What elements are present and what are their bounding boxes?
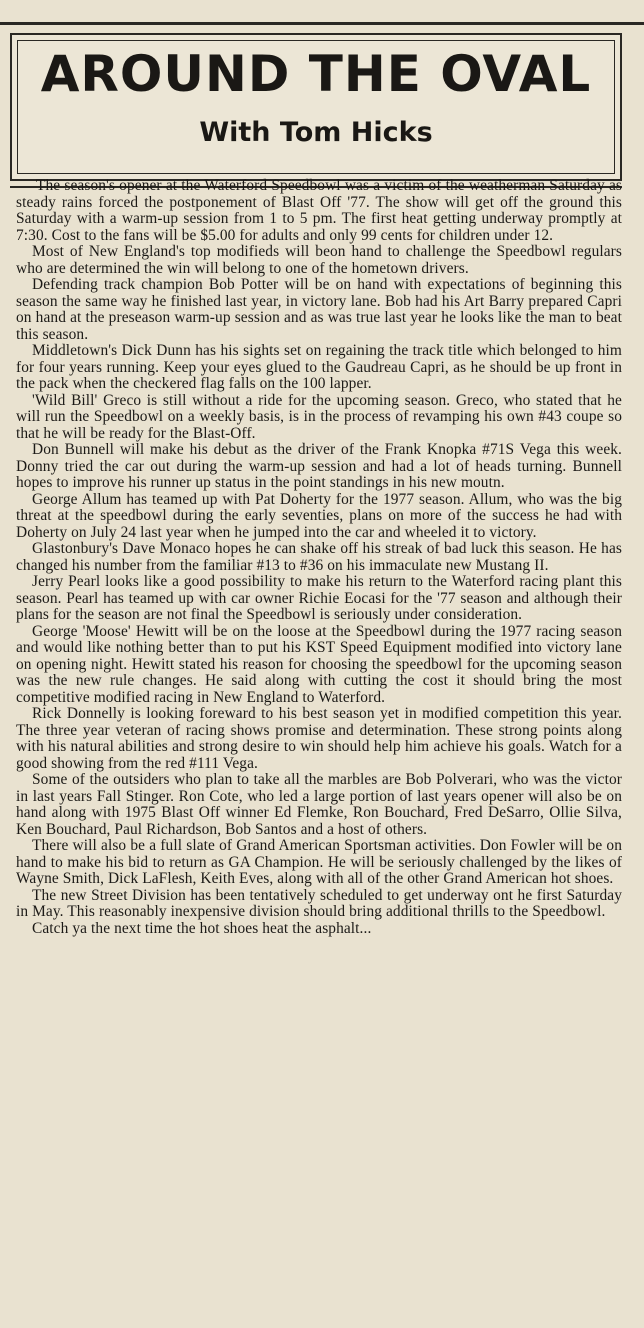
paragraph-street-division: The new Street Division has been tentatively scheduled to get underway ont he first Saturday in May. This reasonably inexpensive division should bring additional thrills to the Speedbowl. <box>16 886 622 920</box>
paragraph-pearl: Jerry Pearl looks like a good possibility to make his return to the Waterford racing plant this season. Pearl has teamed up with car owner Richie Eocasi for the '77 season and although their plans for the season are not final the Speedbowl is seriously under consideration. <box>16 573 622 623</box>
paragraph-opener: The season's opener at the Waterford Speedbowl was a victim of the weatherman Saturday as steady rains forced the postponement of Blast Off '77. The show will get off the ground this Saturday with a warm-up session from 1 to 5 pm. The first heat getting underway promptly at 7:30. Cost to the fans will be $5.00 for adults and only 99 cents for children under 12. <box>16 177 622 244</box>
paragraph-hewitt: George 'Moose' Hewitt will be on the loose at the Speedbowl during the 1977 racing season and would like nothing better than to put his KST Speed Equipment modified into victory lane on opening night. Hewitt stated his reason for choosing the speedbowl for the upcoming season was the new rule changes. He said along with cutting the cost it should bring the most competitive modified racing in New England to Waterford. <box>16 622 622 706</box>
paragraph-modifieds: Most of New England's top modifieds will beon hand to challenge the Speedbowl regulars who are determined the win will belong to one of the hometown drivers. <box>16 243 622 277</box>
paragraph-dunn: Middletown's Dick Dunn has his sights set on regaining the track title which belonged to him for four years running. Keep your eyes glued to the Gaudreau Capri, as he should be up front in the pack when the checkered flag falls on the 100 lapper. <box>16 342 622 392</box>
paragraph-signoff: Catch ya the next time the hot shoes heat the asphalt... <box>32 919 372 937</box>
column-header <box>10 33 622 181</box>
top-rule <box>0 22 644 25</box>
column-byline: With Tom Hicks <box>199 117 433 148</box>
paragraph-potter: Defending track champion Bob Potter will be on hand with expectations of beginning this season the same way he finished last year, in victory lane. Bob had his Art Barry prepared Capri on hand at the preseason warm-up session and as was true last year he looks like the man to beat this season. <box>16 276 622 343</box>
column-title: AROUND THE OVAL <box>40 45 592 103</box>
paragraph-sportsman: There will also be a full slate of Grand American Sportsman activities. Don Fowler will be on hand to make his bid to return as GA Champion. He will be seriously challenged by the likes of Wayne Smith, Dick LaFlesh, Keith Eves, along with all of the other Grand American hot shoes. <box>16 837 622 887</box>
paragraph-monaco: Glastonbury's Dave Monaco hopes he can shake off his streak of bad luck this season. He has changed his number from the familiar #13 to #36 on his immaculate new Mustang II. <box>16 540 622 574</box>
paragraph-bunnell: Don Bunnell will make his debut as the driver of the Frank Knopka #71S Vega this week. Donny tried the car out during the warm-up session and had a lot of heads turning. Bunnell hopes to improve his runner up status in the point standings in his new moutn. <box>16 441 622 491</box>
paragraph-allum: George Allum has teamed up with Pat Doherty for the 1977 season. Allum, who was the big threat at the speedbowl during the early seventies, plans on more of the success he had with Doherty on July 24 last year when he jumped into the car and wheeled it to victory. <box>16 490 622 541</box>
paragraph-outsiders: Some of the outsiders who plan to take all the marbles are Bob Polverari, who was the victor in last years Fall Stinger. Ron Cote, who led a large portion of last years opener will also be on hand along with 1975 Blast Off winner Ed Flemke, Ron Bouchard, Fred DeSarro, Ollie Silva, Ken Bouchard, Paul Richardson, Bob Santos and a host of others. <box>16 771 622 838</box>
article-body <box>16 178 622 937</box>
paragraph-donnelly: Rick Donnelly is looking foreward to his best season yet in modified competition this year. The three year veteran of racing shows promise and determination. These strong points along with his natural abilities and strong desire to win should help him achieve his goals. Watch for a good showing from the red #111 Vega. <box>16 705 622 772</box>
paragraph-greco: 'Wild Bill' Greco is still without a ride for the upcoming season. Greco, who stated that he will run the Speedbowl on a weekly basis, is in the process of revamping his own #43 coupe so that he will be ready for the Blast-Off. <box>16 391 622 442</box>
